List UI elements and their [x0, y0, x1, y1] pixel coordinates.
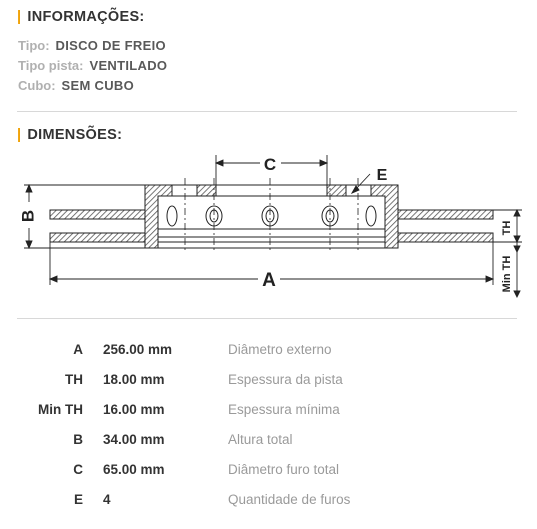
info-value: VENTILADO — [89, 58, 168, 73]
spec-code: C — [73, 462, 83, 477]
brake-disc-diagram — [0, 145, 537, 305]
spec-value: 18.00 mm — [103, 372, 165, 387]
spec-value: 34.00 mm — [103, 432, 165, 447]
info-value: SEM CUBO — [61, 78, 135, 93]
accent-bar: | — [17, 9, 22, 25]
spec-desc: Diâmetro externo — [228, 342, 332, 357]
label-min-th: Min TH — [500, 255, 513, 293]
spec-desc: Quantidade de furos — [228, 492, 351, 507]
informacoes-heading: | INFORMAÇÕES: — [17, 9, 145, 25]
spec-row-b — [0, 432, 537, 452]
spec-row-c — [0, 462, 537, 482]
spec-value: 256.00 mm — [103, 342, 173, 357]
info-value: DISCO DE FREIO — [55, 38, 166, 53]
accent-bar: | — [17, 127, 22, 143]
spec-code: TH — [65, 372, 83, 387]
spec-desc: Altura total — [228, 432, 293, 447]
label-c: C — [263, 155, 277, 174]
info-row-tipo — [18, 38, 166, 53]
spec-value: 65.00 mm — [103, 462, 165, 477]
spec-desc: Diâmetro furo total — [228, 462, 340, 477]
dimensoes-heading: | DIMENSÕES: — [17, 127, 123, 143]
info-label: Tipo: — [18, 38, 50, 53]
spec-desc: Espessura da pista — [228, 372, 343, 387]
label-a: A — [262, 270, 276, 291]
label-b: B — [18, 209, 38, 223]
spec-row-e — [0, 492, 537, 512]
info-label: Tipo pista: — [18, 58, 84, 73]
spec-row-th — [0, 372, 537, 392]
info-row-tipo-pista — [18, 58, 167, 73]
spec-row-a — [0, 342, 537, 362]
dimension-e — [352, 174, 370, 193]
spec-code: A — [73, 342, 83, 357]
info-row-cubo — [18, 78, 134, 93]
spec-value: 4 — [103, 492, 111, 507]
label-e: E — [376, 167, 388, 184]
info-label: Cubo: — [18, 78, 56, 93]
spec-code: Min TH — [38, 402, 83, 417]
spec-value: 16.00 mm — [103, 402, 165, 417]
spec-row-min-th — [0, 402, 537, 422]
spec-desc: Espessura mínima — [228, 402, 340, 417]
divider — [17, 318, 517, 319]
spec-code: B — [73, 432, 83, 447]
spec-code: E — [73, 492, 83, 507]
divider — [17, 111, 517, 112]
label-th: TH — [500, 220, 513, 236]
